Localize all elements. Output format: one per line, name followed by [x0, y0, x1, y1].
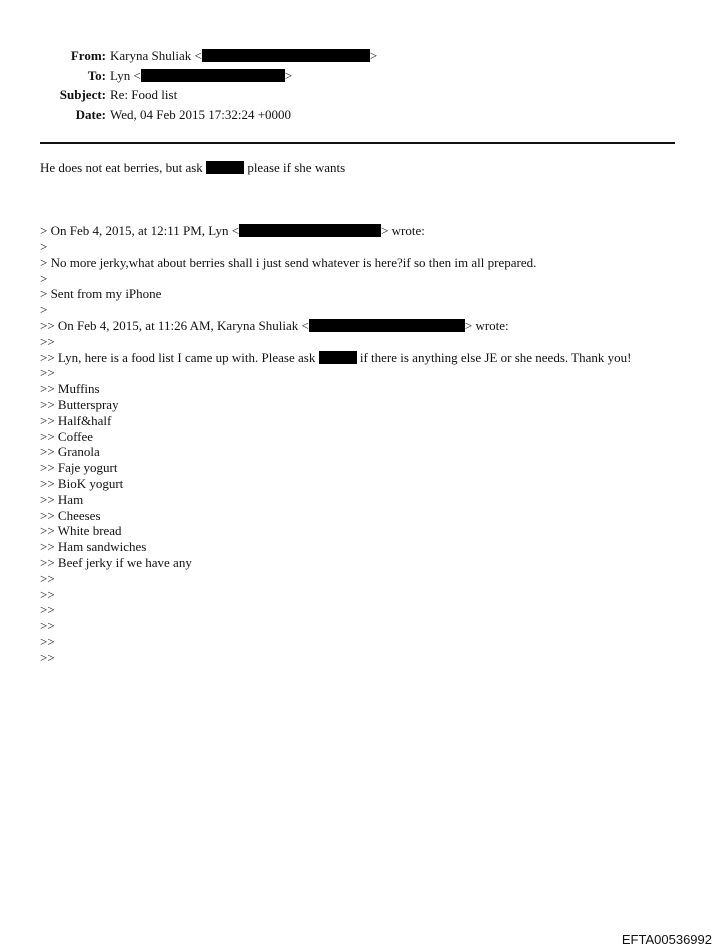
food-item: >> Granola: [40, 444, 100, 460]
reply-text: [40, 160, 690, 176]
food-item: >> White bread: [40, 523, 122, 539]
food-item: >> Half&half: [40, 412, 112, 428]
date-label: Date:: [75, 106, 106, 122]
redaction-block: [202, 49, 370, 62]
from-close: >: [369, 48, 378, 63]
quote-line: >: [40, 238, 48, 254]
food-item: >> Coffee: [40, 428, 94, 444]
reply-text-end: please if she wants: [244, 160, 346, 175]
nested-quote-line: >>: [40, 333, 55, 349]
trailing-quote-line: >>: [40, 618, 55, 634]
subject-value: Re: Food list: [110, 87, 178, 102]
food-item: >> BioK yogurt: [40, 475, 124, 491]
from-row: [40, 46, 680, 66]
redaction-block: [206, 161, 244, 174]
food-item: >> Ham: [40, 491, 84, 507]
reply-text-start: He does not eat berries, but ask: [40, 160, 207, 175]
food-item: >> Butterspray: [40, 396, 119, 412]
redaction-block: [141, 69, 285, 82]
nested-quote-line: >>: [40, 365, 55, 381]
date-row: [40, 105, 680, 125]
to-label: To:: [87, 67, 106, 83]
nested-quote-header-start: >> On Feb 4, 2015, at 11:26 AM, Karyna Shuliak <: [40, 317, 309, 333]
quote-line: > Sent from my iPhone: [40, 286, 162, 302]
from-label: From:: [70, 48, 106, 63]
trailing-quote-line: >>: [40, 602, 55, 618]
document-id: EFTA00536992: [621, 932, 712, 947]
trailing-quote-line: >>: [40, 570, 55, 586]
food-request-end: if there is anything else JE or she needs. Thank you!: [356, 349, 632, 365]
from-value: Karyna Shuliak <: [110, 48, 202, 63]
food-item: >> Cheeses: [40, 507, 101, 523]
email-body: [40, 160, 690, 666]
food-item: >> Muffins: [40, 381, 100, 397]
quote-header-start: > On Feb 4, 2015, at 12:11 PM, Lyn <: [40, 223, 240, 239]
subject-row: [40, 85, 680, 105]
subject-label: Subject:: [59, 87, 106, 102]
nested-quote-header-end: > wrote:: [464, 317, 509, 333]
quote-header-end: > wrote:: [381, 223, 425, 239]
redaction-block: [319, 351, 357, 364]
quote-header: [40, 223, 690, 239]
nested-quote-header: [40, 318, 690, 334]
date-value: Wed, 04 Feb 2015 17:32:24 +0000: [110, 106, 292, 122]
food-item: >> Faje yogurt: [40, 460, 118, 476]
to-row: [40, 66, 680, 86]
food-list: [40, 381, 690, 571]
trailing-quote-line: >>: [40, 586, 55, 602]
redaction-block: [309, 319, 465, 332]
food-request-start: >> Lyn, here is a food list I came up with. Please ask: [40, 349, 319, 365]
redaction-block: [239, 224, 381, 237]
nested-quote-line: [40, 350, 690, 366]
quote-line: > No more jerky,what about berries shall i just send whatever is here?if so then im all prepared.: [40, 254, 537, 270]
email-header: [40, 46, 680, 124]
food-item: >> Beef jerky if we have any: [40, 554, 192, 570]
trailing-quote-line: >>: [40, 649, 55, 665]
quote-line: >: [40, 302, 48, 318]
to-close: >: [284, 67, 293, 83]
header-divider: [40, 142, 675, 144]
trailing-quote-line: >>: [40, 633, 55, 649]
to-value: Lyn <: [110, 67, 141, 83]
food-item: >> Ham sandwiches: [40, 539, 147, 555]
quote-line: >: [40, 270, 48, 286]
